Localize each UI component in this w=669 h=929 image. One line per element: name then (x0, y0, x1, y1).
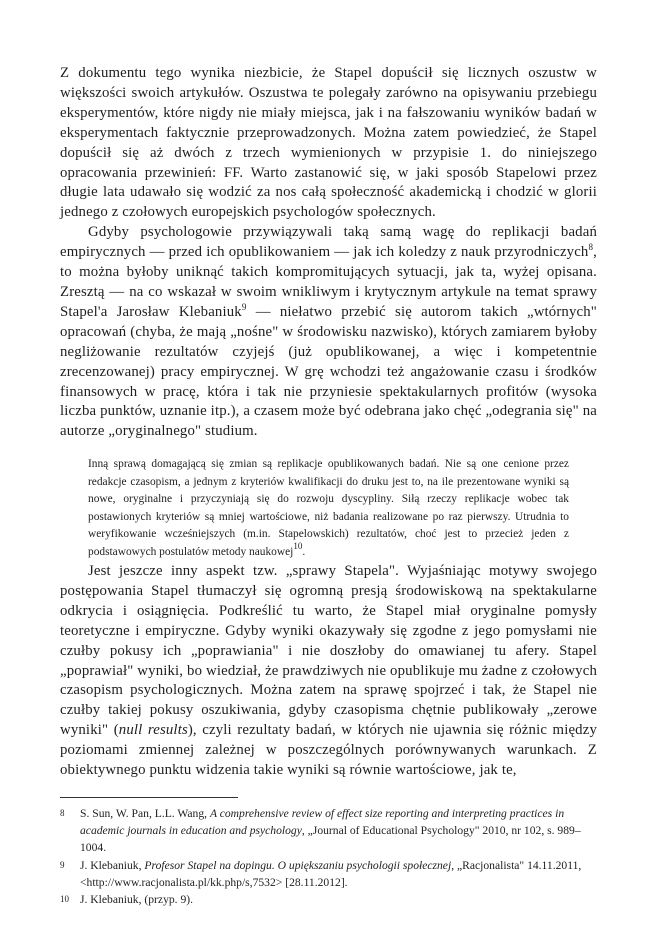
paragraph-3-text-b: ), czyli rezultaty badań, w których nie ujawnia się różnic między poziomami zmiennej zależnej w poszczególnych porównywanych warunkach. Z obiektywnego punktu widzenia takie wyniki są równie wartościowe, jak te, (60, 722, 597, 779)
footnote-number: 9 (60, 859, 65, 870)
footnote-text: J. Klebaniuk, (80, 858, 145, 872)
footnotes (60, 805, 597, 908)
footnote-ref-8[interactable]: 8 (588, 242, 594, 253)
block-quote (88, 456, 569, 561)
footnote-text-after: , „Racjonalista" 14.11.2011, <http://www.racjonalista.pl/kk.php/s,7532> [28.11.2012]. (80, 858, 582, 889)
footnote-text: J. Klebaniuk, (przyp. 9). (80, 893, 194, 907)
footnote-divider (60, 797, 238, 798)
footnote-10 (60, 891, 597, 908)
footnote-number: 8 (60, 808, 65, 818)
footnote-text-after: , „Journal of Educational Psychology" 2010, nr 102, s. 989–1004. (80, 824, 581, 855)
footnote-number: 10 (60, 894, 69, 905)
paragraph-2-text-b: , to można byłoby uniknąć takich kompromitujących sytuacji, jak ta, wyżej opisana. Zresztą — na co wskazał w swoim wnikliwym i krytycznym artykule na temat sprawy Stapel'a Jarosław Klebaniuk (60, 244, 597, 320)
paragraph-2 (60, 223, 597, 442)
footnote-title: A comprehensive review of effect size reporting and interpreting practices in academic journals in education and psychology (80, 807, 565, 838)
main-text-bottom (60, 562, 597, 781)
block-quote-text: Inną sprawą domagającą się zmian są replikacje opublikowanych badań. Nie są one cenione przez redakcje czasopism, a jednym z kryteriów kwalifikacji do druku jest to, na ile prezentowane wyniki są nowe, oryginalne i przyczyniają się do rozwoju dyscypliny. Siłą rzeczy replikacje wobec tak postawionych kryteriów są mniej wartościowe, niż badania realizowane po raz pierwszy. Utrudnia to weryfikowanie wcześniejszych (m.in. Stapelowskich) rezultatów, choć jest to przecież jeden z podstawowych postulatów metody naukowej (88, 458, 569, 558)
footnote-title: Profesor Stapel na dopingu. O upiększaniu psychologii społecznej (144, 858, 452, 872)
footnote-ref-9[interactable]: 9 (241, 301, 247, 312)
paragraph-2-text-a: Gdyby psychologowie przywiązywali taką samą wagę do replikacji badań empirycznych — przed ich opublikowaniem — jak ich koledzy z nauk przyrodniczych (60, 224, 597, 261)
footnote-8 (60, 805, 597, 857)
block-quote-end: . (302, 545, 306, 558)
footnote-9 (60, 857, 597, 891)
main-text-top (60, 64, 597, 442)
paragraph-1: Z dokumentu tego wynika niezbicie, że Stapel dopuścił się licznych oszustw w większości swoich artykułów. Oszustwa te polegały zarówno na opisywaniu przebiegu eksperymentów, które nigdy nie miały miejsca, jak i na fałszowaniu wyników badań w eksperymentach faktycznie przeprowadzonych. Można zatem powiedzieć, że Stapel dopuścił się aż dwóch z trzech wymienionych w przypisie 1. do niniejszego opracowania przewinień: FF. Warto zastanowić się, w jaki sposób Stapelowi przez długie lata udawało się wodzić za nos całą społeczność akademicką i chodzić w glorii jednego z czołowych europejskich psychologów społecznych. (60, 65, 597, 221)
paragraph-3 (60, 562, 597, 781)
paragraph-3-text-a: Jest jeszcze inny aspekt tzw. „sprawy Stapela". Wyjaśniając motywy swojego postępowania Stapel tłumaczył się ogromną presją środowiskową na spektakularne odkrycia i osiągnięcia. Podkreślić tu warto, że Stapel miał oryginalne pomysły teoretyczne i empiryczne. Gdyby wyniki okazywały się zgodne z jego pomysłami nie czułby pokusy ich „poprawiania" i nie doszłoby do omawianej tu afery. Stapel „poprawiał" wyniki, bo wiedział, że prawdziwych nie opublikuje mu żadne z czołowych czasopism psychologicznych. Można zatem na sprawę spojrzeć i tak, że Stapel nie czułby takiej pokusy oszukiwania, gdyby czasopisma chętnie publikowały „zerowe wyniki" ( (60, 563, 597, 739)
footnote-text: S. Sun, W. Pan, L.L. Wang, (80, 807, 210, 820)
footnote-ref-10[interactable]: 10 (293, 540, 303, 551)
paragraph-2-text-c: — niełatwo przebić się autorom takich „wtórnych" opracowań (chyba, że mają „nośne" w środowisku nazwisko), których zamiarem byłoby negliżowanie rezultatów czyjejś (już opublikowanej, a więc i kompetentnie zrecenzowanej) pracy empirycznej. W grę wchodzi też angażowanie czasu i środków finansowych w pracę, która i tak nie przyniesie spektakularnych profitów (wysoka liczba punktów, uznanie itp.), a czasem może być odebrana jako chęć „odegrania się" na autorze „oryginalnego" studium. (60, 303, 597, 440)
paragraph-3-italic: null results (118, 722, 188, 739)
